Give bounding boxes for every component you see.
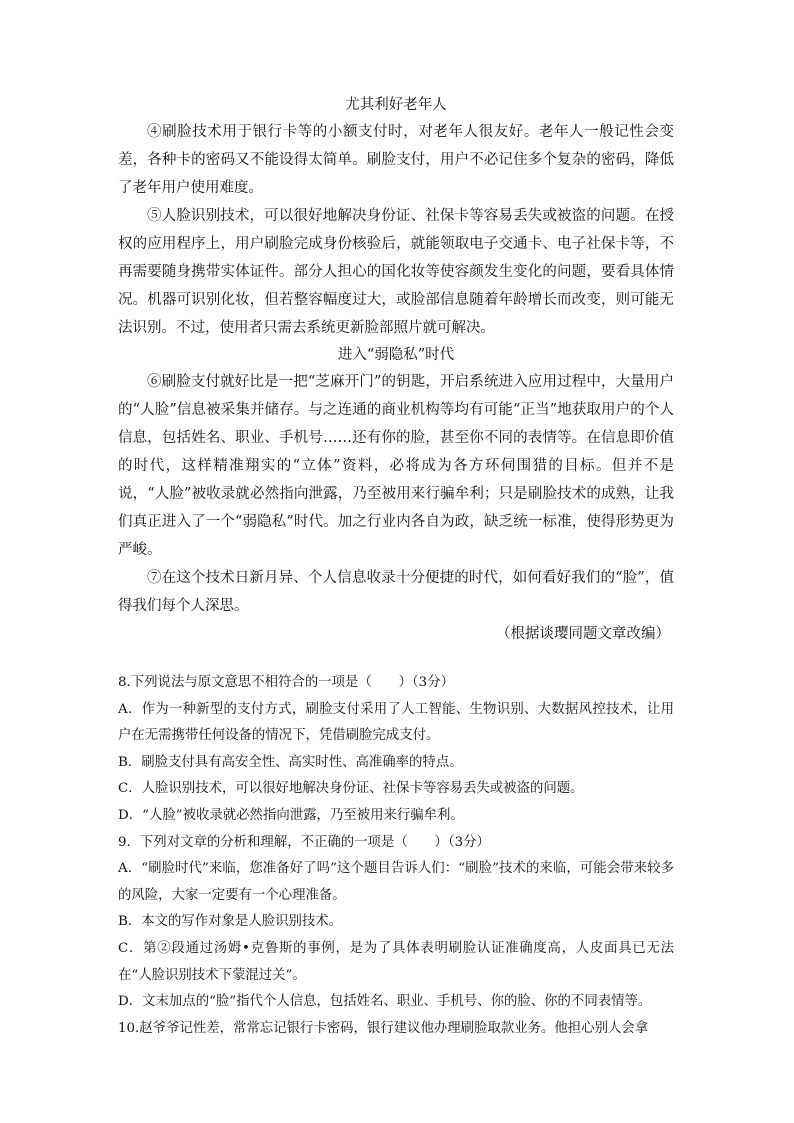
question-9-option-d: D．文末加点的“脸”指代个人信息，包括姓名、职业、手机号、你的脸、你的不同表情等。 (118, 994, 652, 1010)
question-8-option-d: D．“人脸”被收录就必然指向泄露，乃至被用来行骗牟利。 (118, 807, 464, 823)
question-8-option-a: A．作为一种新型的支付方式，刷脸支付采用了人工智能、生物识别、大数据风控技术，让用户在无需携带任何设备的情况下，凭借刷脸完成支付。 (118, 701, 674, 744)
article-body (118, 92, 674, 1042)
section-heading: 进入“弱隐私”时代 (337, 347, 455, 363)
question-list (118, 670, 674, 1042)
paragraph-5: ⑤人脸识别技术，可以很好地解决身份证、社保卡等容易丢失或被盗的问题。在授权的应用程序上，用户刷脸完成身份核验后，就能领取电子交通卡、电子社保卡等，不再需要随身携带实体证件。部分人担心的国化妆等使容颜发生变化的问题，要看具体情况。机器可识别化妆，但若整容幅度过大，或脸部信息随着年龄增长而改变，则可能无法识别。不过，使用者只需去系统更新脸部照片就可解决。 (118, 208, 674, 336)
question-9-option-a: A．“刷脸时代”来临，您准备好了吗”这个题目告诉人们：“刷脸”技术的来临，可能会带来较多的风险，大家一定要有一个心理准备。 (118, 861, 674, 903)
section-heading: 尤其利好老年人 (345, 97, 447, 113)
paragraph-7: ⑦在这个技术日新月异、个人信息收录十分便捷的时代，如何看好我们的“脸”，值得我们每个人深思。 (118, 570, 674, 614)
question-8-option-b: B．刷脸支付具有高安全性、高实时性、高准确率的特点。 (118, 754, 463, 770)
source-note: （根据谈璎同题文章改编） (496, 626, 670, 642)
question-9-option-b: B．本文的写作对象是人脸识别技术。 (118, 914, 343, 930)
question-8-option-c: C．人脸识别技术，可以很好地解决身份证、社保卡等容易丢失或被盗的问题。 (118, 781, 584, 797)
question-9-stem: 9．下列对文章的分析和理解，不正确的一项是（ ）（3分） (118, 834, 490, 850)
paragraph-4: ④刷脸技术用于银行卡等的小额支付时，对老年人很友好。老年人一般记性会变差，各种卡的密码又不能设得太简单。刷脸支付，用户不必记住多个复杂的密码，降低了老年用户使用难度。 (118, 124, 674, 196)
question-9-option-c: C．第②段通过汤姆•克鲁斯的事例，是为了具体表明刷脸认证准确度高，人皮面具已无法在“人脸识别技术下蒙混过关”。 (118, 940, 674, 983)
paragraph-6: ⑥刷脸支付就好比是一把“芝麻开门”的钥匙，开启系统进入应用过程中，大量用户的“人脸”信息被采集并储存。与之连通的商业机构等均有可能“正当”地获取用户的个人信息，包括姓名、职业、手机号……还有你的脸，甚至你不同的表情等。在信息即价值的时代，这样精准翔实的“立体”资料，必将成为各方环伺围猎的目标。但并不是说，“人脸”被收录就必然指向泄露，乃至被用来行骗牟利；只是刷脸技术的成熟，让我们真正进入了一个“弱隐私”时代。加之行业内各自为政，缺乏统一标准，使得形势更为严峻。 (118, 374, 674, 558)
question-8-stem: 8.下列说法与原文意思不相符合的一项是（ ）（3分） (118, 675, 454, 690)
section-gap (118, 648, 674, 670)
question-10-stem: 10.赵爷爷记性差，常常忘记银行卡密码，银行建议他办理刷脸取款业务。他担心别人会拿 (118, 1020, 649, 1036)
